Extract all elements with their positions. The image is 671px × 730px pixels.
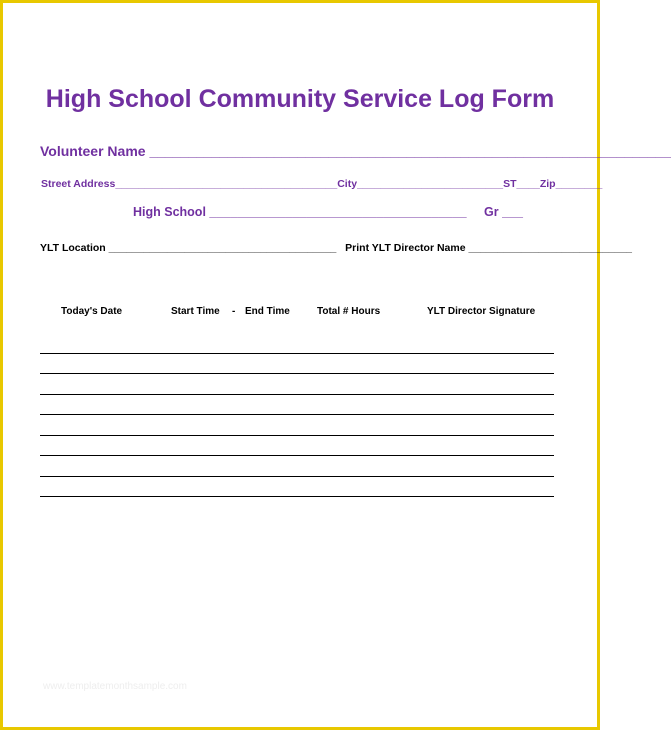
director-name-label: Print YLT Director Name <box>345 242 466 254</box>
volunteer-name-field[interactable]: ___________________________________________________________________ <box>149 143 671 159</box>
city-label: City <box>337 178 358 190</box>
address-line[interactable] <box>41 178 602 190</box>
volunteer-name-line[interactable] <box>40 143 671 159</box>
grade-field[interactable]: ___ <box>502 205 523 219</box>
city-field[interactable]: _________________________ <box>357 178 504 190</box>
ylt-line[interactable] <box>40 242 632 254</box>
header-dash: - <box>232 306 236 317</box>
log-row[interactable] <box>40 436 554 457</box>
log-row[interactable] <box>40 374 554 395</box>
header-end-time: End Time <box>245 306 290 317</box>
volunteer-name-label: Volunteer Name <box>40 143 146 159</box>
header-todays-date: Today's Date <box>61 306 123 317</box>
log-row[interactable] <box>40 477 554 498</box>
zip-label: Zip <box>539 178 556 190</box>
log-row[interactable] <box>40 333 554 354</box>
ylt-location-label: YLT Location <box>40 242 106 254</box>
log-row[interactable] <box>40 354 554 375</box>
form-title: High School Community Service Log Form <box>45 85 555 113</box>
grade-label: Gr <box>484 205 499 219</box>
street-address-field[interactable]: ______________________________________ <box>115 178 338 190</box>
header-total-hours: Total # Hours <box>317 306 381 317</box>
log-table-rows <box>40 333 554 497</box>
high-school-line[interactable] <box>133 205 523 219</box>
log-row[interactable] <box>40 415 554 436</box>
zip-field[interactable]: ________ <box>555 178 603 190</box>
watermark: www.templatemonthsample.com <box>43 681 187 692</box>
log-table-header <box>3 306 597 322</box>
header-director-signature: YLT Director Signature <box>427 306 536 317</box>
state-field[interactable]: ____ <box>516 178 540 190</box>
high-school-field[interactable]: _____________________________________ <box>209 205 467 219</box>
log-row[interactable] <box>40 395 554 416</box>
log-row[interactable] <box>40 456 554 477</box>
header-start-time: Start Time <box>171 306 220 317</box>
ylt-location-field[interactable]: _______________________________________ <box>108 242 337 254</box>
director-name-field[interactable]: ____________________________ <box>468 242 632 254</box>
state-label: ST <box>503 178 517 190</box>
high-school-label: High School <box>133 205 206 219</box>
street-address-label: Street Address <box>41 178 116 190</box>
